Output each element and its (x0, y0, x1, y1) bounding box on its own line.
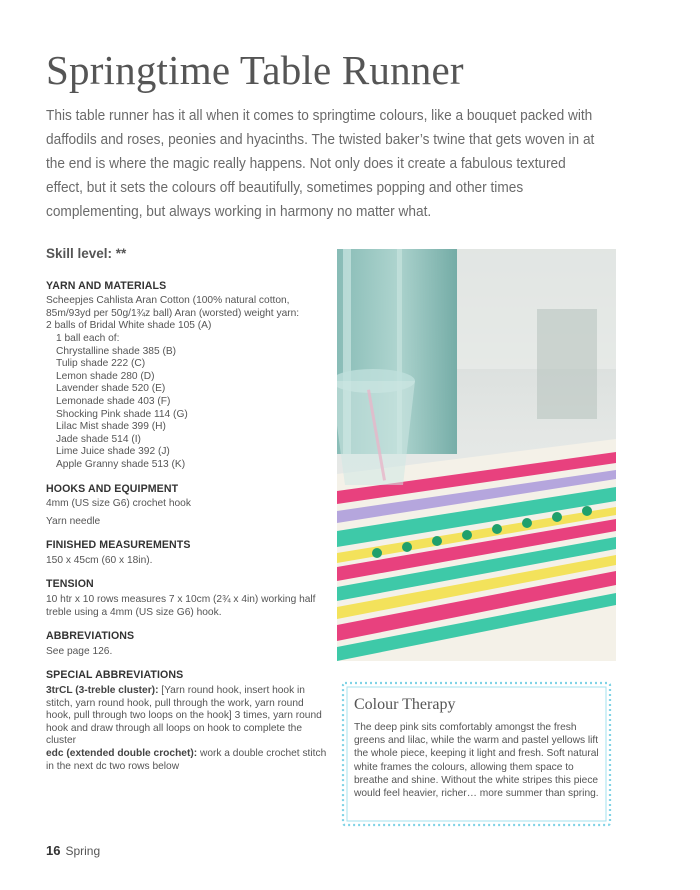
yarn-main-ball: 2 balls of Bridal White shade 105 (A) (46, 320, 212, 332)
special-heading: SPECIAL ABBREVIATIONS (46, 669, 184, 682)
colour-therapy-text: The deep pink sits comfortably amongst the fresh greens and lilac, while the warm and pastel yellows lift the whole piece, keeping it light and fresh. Soft natural white frames the colours, allowing them space to breathe and shine. Without the white stripes this piece would feel heavier, richer… more summer than spring. (354, 722, 599, 800)
yarn-description: Scheepjes Cahlista Aran Cotton (100% natural cotton, 85m/93yd per 50g/1¾z ball) Aran (worsted) weight yarn: (46, 295, 300, 319)
list-item: Jade shade 514 (I) (56, 433, 141, 445)
page-number: 16 (46, 843, 61, 858)
page-title: Springtime Table Runner (46, 47, 464, 93)
pattern-details (46, 248, 331, 784)
table-runner-illustration (337, 249, 616, 661)
abbreviations-heading: ABBREVIATIONS (46, 630, 135, 643)
page-footer (46, 843, 100, 858)
list-item: Lavender shade 520 (E) (56, 383, 166, 395)
abbreviations-section (46, 630, 331, 658)
hooks-heading: HOOKS AND EQUIPMENT (46, 482, 179, 495)
yarn-one-ball-each: 1 ball each of: (56, 332, 120, 344)
hooks-section (46, 483, 331, 529)
list-item: Shocking Pink shade 114 (G) (56, 408, 188, 420)
abbreviations-text: See page 126. (46, 645, 113, 657)
yarn-section (46, 280, 331, 472)
finished-text: 150 x 45cm (60 x 18in). (46, 554, 153, 566)
definition-3trcl: [Yarn round hook, insert hook in stitch, yarn round hook, pull through the work, yarn round hook, pull through two loops on the hook] 3 times, yarn round hook and draw through all loops on hook to complete the cluster (46, 685, 322, 747)
list-item: Lime Juice shade 392 (J) (56, 446, 170, 458)
skill-level: Skill level: ** (46, 246, 127, 261)
list-item: Lemonade shade 403 (F) (56, 395, 171, 407)
hooks-item: Yarn needle (46, 515, 101, 527)
colour-therapy-box (340, 680, 613, 828)
list-item: Lilac Mist shade 399 (H) (56, 421, 166, 433)
special-entry-3trcl (46, 685, 331, 748)
special-abbreviations-section (46, 669, 331, 773)
list-item: Tulip shade 222 (C) (56, 358, 146, 370)
yarn-heading: YARN AND MATERIALS (46, 279, 167, 292)
finished-section (46, 539, 331, 567)
yarn-shade-list (46, 346, 331, 472)
list-item: Lemon shade 280 (D) (56, 370, 155, 382)
table-runner-photo (337, 249, 616, 661)
special-entry-edc (46, 748, 331, 773)
definition-edc: work a double crochet stitch in the next dc two rows below (46, 748, 327, 772)
finished-heading: FINISHED MEASUREMENTS (46, 539, 191, 552)
tension-section (46, 578, 331, 619)
drinking-glass (337, 369, 415, 485)
list-item: Apple Granny shade 513 (K) (56, 458, 186, 470)
list-item: Chrystalline shade 385 (B) (56, 345, 177, 357)
tension-heading: TENSION (46, 578, 94, 591)
term-3trcl: 3trCL (3-treble cluster): (46, 685, 159, 697)
hooks-item: 4mm (US size G6) crochet hook (46, 498, 191, 510)
section-name: Spring (65, 844, 101, 858)
tension-text: 10 htr x 10 rows measures 7 x 10cm (2¾ x 4in) working half treble using a 4mm (US size G6) hook. (46, 594, 316, 618)
intro-paragraph: This table runner has it all when it comes to springtime colours, like a bouquet packed with daffodils and roses, peonies and hyacinths. The twisted baker’s twine that gets woven in at the end is where the magic really happens. Not only does it create a fabulous textured effect, but it sets the colours off beautifully, sometimes popping and other times complementing, but always working in harmony no matter what. (46, 107, 595, 220)
chair-back (537, 309, 597, 419)
term-edc: edc (extended double crochet): (46, 748, 198, 759)
colour-therapy-title: Colour Therapy (354, 696, 456, 713)
